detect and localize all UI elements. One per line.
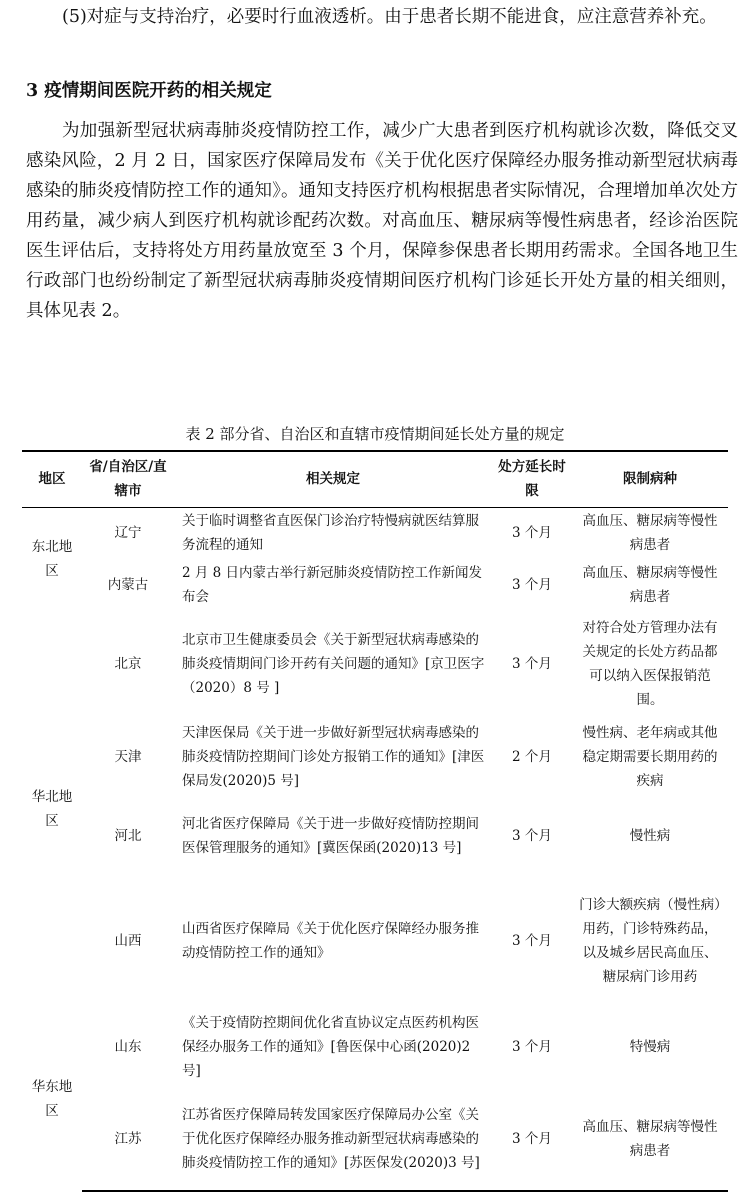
disease-cell: 慢性病、老年病或其他稳定期需要长期用药的疾病 xyxy=(582,725,718,789)
period-cell: 3 个月 xyxy=(512,525,552,542)
table-row xyxy=(22,1087,728,1191)
province-cell: 内蒙古 xyxy=(107,577,149,593)
paragraph-supportive-treatment: (5)对症与支持治疗，必要时行血液透析。由于患者长期不能进食，应注意营养补充。 xyxy=(62,7,717,27)
header-rule: 相关规定 xyxy=(174,451,492,507)
period-cell: 2 个月 xyxy=(512,749,552,765)
rule-cell: 河北省医疗保障局《关于进一步做好疫情防控期间医保管理服务的通知》[冀医保函(2020)13 号] xyxy=(182,816,479,856)
period-cell: 3 个月 xyxy=(512,577,552,593)
table-row xyxy=(22,559,728,611)
rule-cell: 2 月 8 日内蒙古举行新冠肺炎疫情防控工作新闻发布会 xyxy=(182,565,483,605)
region-cell-northeast: 东北地区 xyxy=(31,539,73,580)
province-cell: 江苏 xyxy=(82,1087,174,1191)
region-cell-north: 华北地区 xyxy=(31,789,73,829)
disease-cell: 特慢病 xyxy=(629,1039,671,1055)
province-cell: 山东 xyxy=(114,1039,142,1055)
province-cell: 北京 xyxy=(114,656,142,672)
disease-cell: 高血压、糖尿病等慢性病患者 xyxy=(582,565,718,605)
rule-cell: 江苏省医疗保障局转发国家医疗保障局办公室《关于优化医疗保障经办服务推动新型冠状病毒感染的肺炎疫情防控工作的通知》[苏医保发(2020)3 号] xyxy=(174,1087,492,1191)
rule-cell: 天津医保局《关于进一步做好新型冠状病毒感染的肺炎疫情防控期间门诊处方报销工作的通知》[津医保局发(2020)5 号] xyxy=(182,725,485,789)
rule-cell: 山西省医疗保障局《关于优化医疗保障经办服务推动疫情防控工作的通知》 xyxy=(182,921,479,961)
header-disease: 限制病种 xyxy=(572,451,728,507)
rule-cell: 《关于疫情防控期间优化省直协议定点医药机构医保经办服务工作的通知》[鲁医保中心函(2020)2 号] xyxy=(182,1015,479,1079)
prescription-extension-table xyxy=(22,450,728,1192)
disease-cell: 高血压、糖尿病等慢性病患者 xyxy=(582,513,718,554)
period-cell: 3 个月 xyxy=(512,656,552,672)
table-caption: 表 2 部分省、自治区和直辖市疫情期间延长处方量的规定 xyxy=(185,425,565,443)
section-heading: 3 疫情期间医院开药的相关规定 xyxy=(26,81,272,101)
disease-cell: 对符合处方管理办法有关规定的长处方药品都可以纳入医保报销范围。 xyxy=(582,620,718,708)
table-row xyxy=(22,507,728,559)
paragraph-prescription-rules: 为加强新型冠状病毒肺炎疫情防控工作，减少广大患者到医疗机构就诊次数，降低交叉感染风险，2 月 2 日，国家医疗保障局发布《关于优化医疗保障经办服务推动新型冠状病毒感染的肺炎疫情防控工作的通知》。通知支持医疗机构根据患者实际情况，合理增加单次处方用药量，减少病人到医疗机构就诊配药次数。对高血压、糖尿病等慢性病患者，经诊治医院医生评估后，支持将处方用药量放宽至 3 个月，保障参保患者长期用药需求。全国各地卫生行政部门也纷纷制定了新型冠状病毒肺炎疫情期间医疗机构门诊延长开处方量的相关细则，具体见表 2。 xyxy=(26,121,738,321)
table-row xyxy=(22,875,728,1007)
period-cell: 3 个月 xyxy=(512,933,552,949)
region-cell-east: 华东地区 xyxy=(31,1079,73,1119)
table-row xyxy=(22,717,728,797)
table-row xyxy=(22,1007,728,1087)
header-region: 地区 xyxy=(22,451,82,507)
province-cell: 辽宁 xyxy=(114,525,142,542)
header-period: 处方延长时限 xyxy=(492,451,572,507)
rule-cell: 北京市卫生健康委员会《关于新型冠状病毒感染的肺炎疫情期间门诊开药有关问题的通知》[京卫医字（2020）8 号 ] xyxy=(182,632,485,696)
province-cell: 河北 xyxy=(114,828,142,844)
header-province: 省/自治区/直辖市 xyxy=(82,451,174,507)
disease-cell: 慢性病 xyxy=(629,828,671,844)
rule-cell: 关于临时调整省直医保门诊治疗特慢病就医结算服务流程的通知 xyxy=(182,513,479,554)
province-cell: 天津 xyxy=(114,749,142,765)
disease-cell: 高血压、糖尿病等慢性病患者 xyxy=(572,1087,728,1191)
table-row xyxy=(22,797,728,875)
period-cell: 3 个月 xyxy=(492,1087,572,1191)
period-cell: 3 个月 xyxy=(512,828,552,844)
disease-cell: 门诊大额疾病（慢性病）用药，门诊特殊药品，以及城乡居民高血压、糖尿病门诊用药 xyxy=(579,897,721,985)
period-cell: 3 个月 xyxy=(512,1039,552,1055)
table-header-row xyxy=(22,451,728,507)
province-cell: 山西 xyxy=(114,933,142,949)
table-row xyxy=(22,611,728,717)
